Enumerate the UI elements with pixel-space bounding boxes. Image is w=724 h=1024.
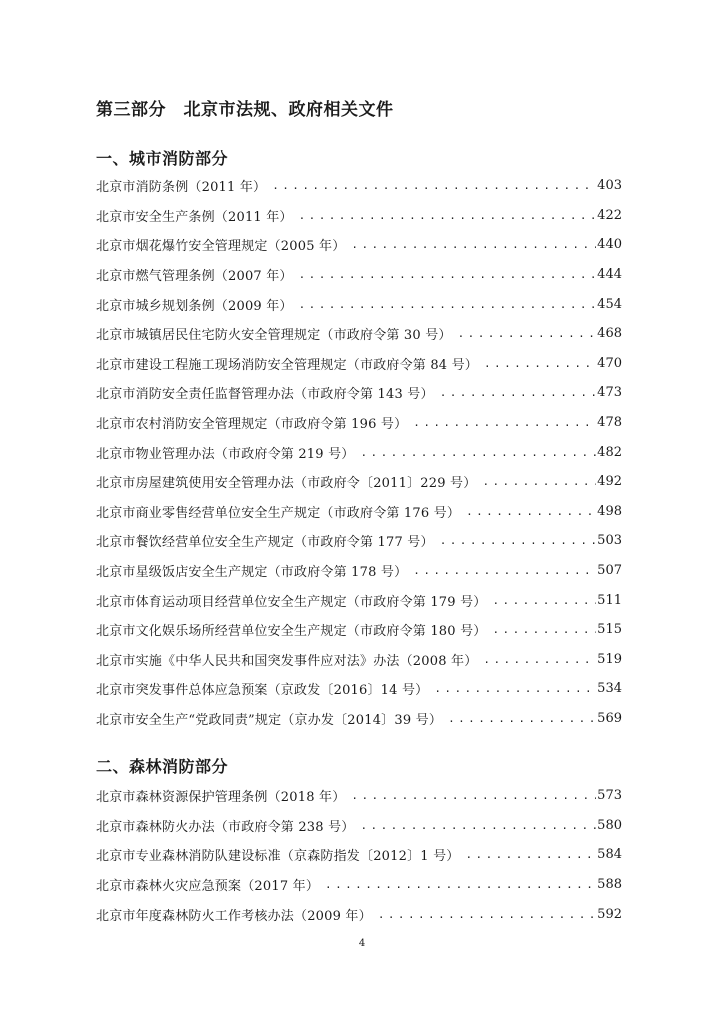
toc-entry-title: 北京市森林资源保护管理条例（2018 年） bbox=[96, 790, 346, 806]
toc-entry-title: 北京市消防安全责任监督管理办法（市政府令第 143 号） bbox=[96, 387, 434, 403]
toc-entry-page: 470 bbox=[597, 355, 622, 371]
toc-entry-page: 534 bbox=[597, 681, 622, 697]
toc-entry-page: 473 bbox=[597, 385, 622, 401]
toc-entry bbox=[96, 870, 622, 900]
page-number: 4 bbox=[358, 938, 366, 949]
dot-leader bbox=[452, 328, 596, 339]
dot-leader bbox=[478, 358, 596, 369]
dot-leader bbox=[407, 417, 596, 428]
toc-entry-title: 北京市体育运动项目经营单位安全生产规定（市政府令第 179 号） bbox=[96, 594, 487, 610]
toc-entry-page: 403 bbox=[597, 178, 622, 194]
section-heading-forest-fire: 二、森林消防部分 bbox=[96, 757, 229, 776]
toc-entry bbox=[96, 349, 622, 379]
dot-leader bbox=[434, 535, 596, 546]
toc-entry-title: 北京市森林防火办法（市政府令第 238 号） bbox=[96, 819, 355, 835]
toc-entry bbox=[96, 704, 622, 734]
toc-entry-title: 北京市星级饭店安全生产规定（市政府令第 178 号） bbox=[96, 565, 408, 581]
dot-leader bbox=[354, 820, 596, 831]
toc-entry-title: 北京市建设工程施工现场消防安全管理规定（市政府令第 84 号） bbox=[96, 357, 479, 373]
toc-entry bbox=[96, 230, 622, 260]
toc-entry-title: 北京市燃气管理条例（2007 年） bbox=[96, 269, 293, 285]
dot-leader bbox=[345, 790, 596, 801]
toc-entry-title: 北京市餐饮经营单位安全生产规定（市政府令第 177 号） bbox=[96, 535, 434, 551]
toc-entry-title: 北京市烟花爆竹安全管理规定（2005 年） bbox=[96, 239, 346, 255]
part-title: 第三部分 北京市法规、政府相关文件 bbox=[96, 100, 394, 120]
toc-entry-title: 北京市文化娱乐场所经营单位安全生产规定（市政府令第 180 号） bbox=[96, 624, 487, 640]
toc-entry bbox=[96, 556, 622, 586]
toc-entry-page: 511 bbox=[597, 592, 622, 608]
toc-entry-title: 北京市城镇居民住宅防火安全管理规定（市政府令第 30 号） bbox=[96, 328, 452, 344]
toc-entry-title: 北京市实施《中华人民共和国突发事件应对法》办法（2008 年） bbox=[96, 653, 478, 669]
toc-entry bbox=[96, 781, 622, 811]
dot-leader bbox=[434, 387, 596, 398]
dot-leader bbox=[319, 879, 596, 890]
toc-entry bbox=[96, 899, 622, 929]
toc-entry bbox=[96, 674, 622, 704]
toc-entry bbox=[96, 289, 622, 319]
toc-entry-title: 北京市消防条例（2011 年） bbox=[96, 180, 267, 196]
toc-entry-page: 422 bbox=[597, 207, 622, 223]
toc-entry-title: 北京市专业森林消防队建设标准（京森防指发〔2012〕1 号） bbox=[96, 849, 460, 865]
toc-entry-title: 北京市商业零售经营单位安全生产规定（市政府令第 176 号） bbox=[96, 505, 461, 521]
toc-entry-title: 北京市房屋建筑使用安全管理办法（市政府令〔2011〕229 号） bbox=[96, 476, 477, 492]
toc-entry-page: 580 bbox=[597, 817, 622, 833]
toc-entry-title: 北京市农村消防安全管理规定（市政府令第 196 号） bbox=[96, 417, 408, 433]
toc-entry-title: 北京市突发事件总体应急预案（京政发〔2016〕14 号） bbox=[96, 683, 429, 699]
toc-entry bbox=[96, 811, 622, 841]
toc-entry-title: 北京市森林火灾应急预案（2017 年） bbox=[96, 879, 320, 895]
toc-entry bbox=[96, 840, 622, 870]
dot-leader bbox=[354, 447, 596, 458]
toc-entry bbox=[96, 378, 622, 408]
dot-leader bbox=[428, 683, 596, 694]
toc-entry bbox=[96, 319, 622, 349]
toc-entry bbox=[96, 201, 622, 231]
dot-leader bbox=[476, 476, 596, 487]
toc-entry-page: 440 bbox=[597, 237, 622, 253]
toc-entry bbox=[96, 467, 622, 497]
toc-entry-page: 503 bbox=[597, 533, 622, 549]
dot-leader bbox=[293, 299, 596, 310]
toc-entry-title: 北京市城乡规划条例（2009 年） bbox=[96, 298, 293, 314]
toc-entry-title: 北京市物业管理办法（市政府令第 219 号） bbox=[96, 446, 355, 462]
toc-entry-page: 515 bbox=[597, 622, 622, 638]
toc-entry-page: 569 bbox=[597, 710, 622, 726]
dot-leader bbox=[442, 713, 596, 724]
dot-leader bbox=[293, 269, 596, 280]
dot-leader bbox=[407, 565, 596, 576]
toc-entry-title: 北京市安全生产条例（2011 年） bbox=[96, 209, 293, 225]
toc-entry-page: 592 bbox=[597, 906, 622, 922]
toc-entry bbox=[96, 437, 622, 467]
toc-entry bbox=[96, 615, 622, 645]
toc-entry bbox=[96, 260, 622, 290]
dot-leader bbox=[266, 180, 596, 191]
toc-list-forest-fire bbox=[96, 781, 622, 929]
toc-entry-page: 507 bbox=[597, 563, 622, 579]
toc-entry-page: 519 bbox=[597, 651, 622, 667]
dot-leader bbox=[460, 849, 597, 860]
dot-leader bbox=[486, 624, 596, 635]
toc-entry-page: 492 bbox=[597, 474, 622, 490]
toc-entry bbox=[96, 645, 622, 675]
toc-entry-page: 444 bbox=[597, 267, 622, 283]
dot-leader bbox=[477, 654, 596, 665]
toc-entry bbox=[96, 408, 622, 438]
toc-entry-page: 573 bbox=[597, 788, 622, 804]
toc-entry-page: 454 bbox=[597, 296, 622, 312]
toc-entry bbox=[96, 171, 622, 201]
toc-entry-page: 498 bbox=[597, 503, 622, 519]
dot-leader bbox=[345, 239, 596, 250]
dot-leader bbox=[486, 595, 596, 606]
dot-leader bbox=[460, 506, 596, 517]
toc-entry-page: 468 bbox=[597, 326, 622, 342]
toc-entry-title: 北京市安全生产“党政同责”规定（京办发〔2014〕39 号） bbox=[96, 712, 443, 728]
dot-leader bbox=[293, 210, 596, 221]
toc-entry-page: 588 bbox=[597, 877, 622, 893]
toc-entry-title: 北京市年度森林防火工作考核办法（2009 年） bbox=[96, 908, 372, 924]
toc-list-urban-fire bbox=[96, 171, 622, 733]
toc-entry bbox=[96, 497, 622, 527]
toc-entry-page: 584 bbox=[597, 847, 622, 863]
toc-entry-page: 478 bbox=[597, 415, 622, 431]
toc-entry bbox=[96, 585, 622, 615]
toc-entry-page: 482 bbox=[597, 444, 622, 460]
toc-entry bbox=[96, 526, 622, 556]
dot-leader bbox=[372, 909, 596, 920]
section-heading-urban-fire: 一、城市消防部分 bbox=[96, 149, 229, 168]
